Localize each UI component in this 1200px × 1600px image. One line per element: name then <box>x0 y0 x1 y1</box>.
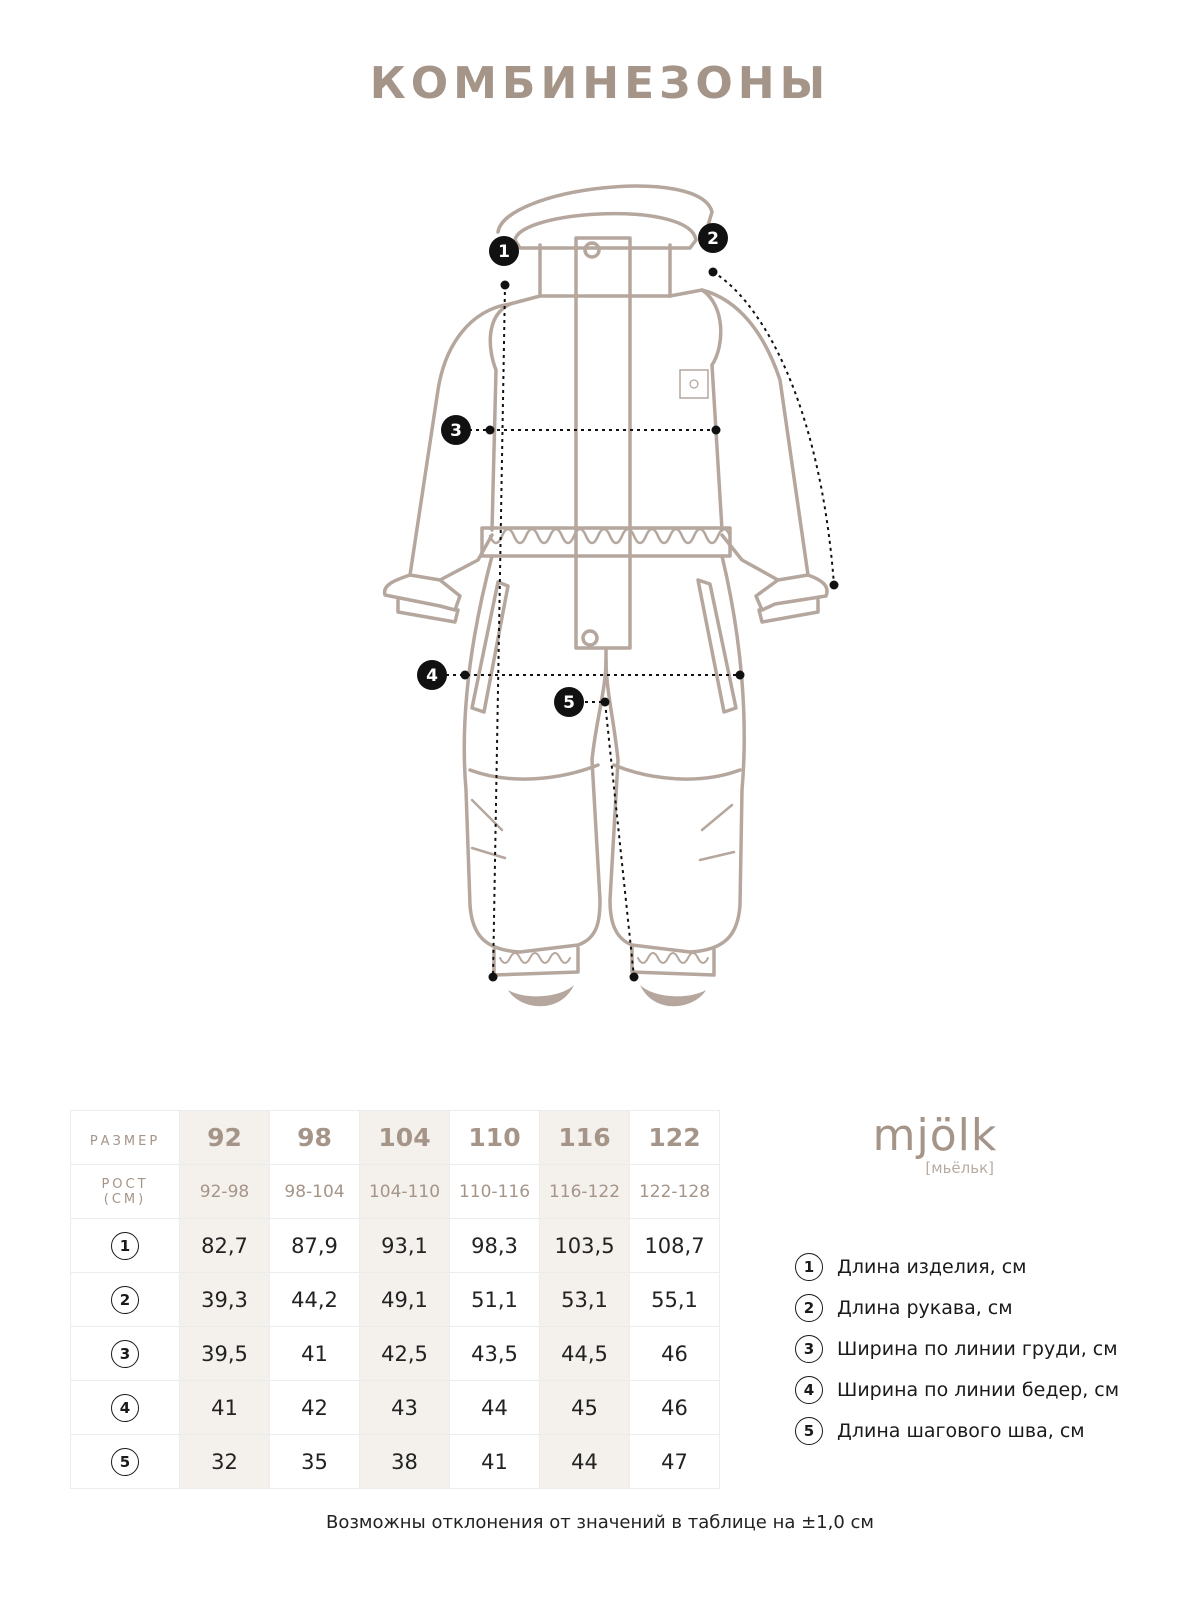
pocket-left <box>472 582 508 712</box>
marker-1 <box>489 236 519 266</box>
size-header-row <box>71 1111 720 1165</box>
table-row: 5 32 35 38 41 44 47 <box>71 1435 720 1489</box>
page-title: КОМБИНЕЗОНЫ <box>369 58 831 109</box>
table-row: 4 41 42 43 44 45 46 <box>71 1381 720 1435</box>
row-marker: 3 <box>111 1340 139 1368</box>
hood-inner <box>515 214 696 248</box>
boot-right <box>640 985 706 1006</box>
marker-5 <box>554 687 584 717</box>
legend-marker: 3 <box>795 1335 823 1363</box>
size-cell: 92 <box>180 1111 270 1165</box>
brand-name: mjölk <box>872 1110 998 1161</box>
legend-item <box>795 1328 1175 1369</box>
marker-4 <box>417 660 447 690</box>
collar <box>540 245 670 296</box>
size-cell: 110 <box>450 1111 540 1165</box>
svg-text:1: 1 <box>498 242 510 262</box>
legend-item <box>795 1410 1175 1451</box>
height-cell: 122-128 <box>630 1165 720 1219</box>
mjolk-label-icon <box>680 370 708 398</box>
size-cell: 98 <box>270 1111 360 1165</box>
brand-logo <box>860 1112 1010 1176</box>
svg-text:4: 4 <box>426 666 438 686</box>
legend-marker: 5 <box>795 1417 823 1445</box>
svg-text:3: 3 <box>450 421 462 441</box>
legend-text: Длина рукава, см <box>837 1296 1013 1319</box>
boot-left <box>508 985 574 1006</box>
legend-marker: 1 <box>795 1253 823 1281</box>
row-marker: 5 <box>111 1448 139 1476</box>
legend-text: Длина шагового шва, см <box>837 1419 1085 1442</box>
torso-left <box>490 296 540 530</box>
size-cell: 116 <box>540 1111 630 1165</box>
leg-right <box>606 556 744 952</box>
waist-ruffle <box>490 529 730 543</box>
marker-2 <box>698 223 728 253</box>
size-label-cell: РАЗМЕР <box>71 1111 180 1165</box>
height-label-cell: РОСТ (СМ) <box>71 1165 180 1219</box>
legend-text: Длина изделия, см <box>837 1255 1027 1278</box>
legend-text: Ширина по линии бедер, см <box>837 1378 1120 1401</box>
placket <box>576 238 630 648</box>
measurement-legend <box>795 1246 1175 1451</box>
marker-3 <box>441 415 471 445</box>
measure-line-5 <box>571 702 634 977</box>
legend-item <box>795 1287 1175 1328</box>
table-row: 1 82,7 87,9 93,1 98,3 103,5 108,7 <box>71 1219 720 1273</box>
footnote: Возможны отклонения от значений в таблице на ±1,0 см <box>326 1512 874 1533</box>
torso-right <box>670 290 722 530</box>
height-cell: 104-110 <box>360 1165 450 1219</box>
left-cuff <box>385 575 460 610</box>
brand-subtitle: [мьёльк] <box>925 1159 994 1177</box>
leg-left <box>464 556 606 952</box>
size-cell: 122 <box>630 1111 720 1165</box>
row-marker: 2 <box>111 1286 139 1314</box>
legend-text: Ширина по линии груди, см <box>837 1337 1118 1360</box>
height-row <box>71 1165 720 1219</box>
height-cell: 116-122 <box>540 1165 630 1219</box>
height-cell: 92-98 <box>180 1165 270 1219</box>
coverall-illustration <box>0 150 1200 1030</box>
legend-item <box>795 1246 1175 1287</box>
svg-text:5: 5 <box>563 693 575 713</box>
height-cell: 98-104 <box>270 1165 360 1219</box>
row-marker: 4 <box>111 1394 139 1422</box>
row-marker: 1 <box>111 1232 139 1260</box>
height-cell: 110-116 <box>450 1165 540 1219</box>
legend-marker: 2 <box>795 1294 823 1322</box>
svg-text:2: 2 <box>707 229 719 249</box>
legend-item <box>795 1369 1175 1410</box>
size-table <box>70 1110 720 1489</box>
size-cell: 104 <box>360 1111 450 1165</box>
table-row: 3 39,5 41 42,5 43,5 44,5 46 <box>71 1327 720 1381</box>
table-row: 2 39,3 44,2 49,1 51,1 53,1 55,1 <box>71 1273 720 1327</box>
garment-diagram <box>0 150 1200 1030</box>
legend-marker: 4 <box>795 1376 823 1404</box>
